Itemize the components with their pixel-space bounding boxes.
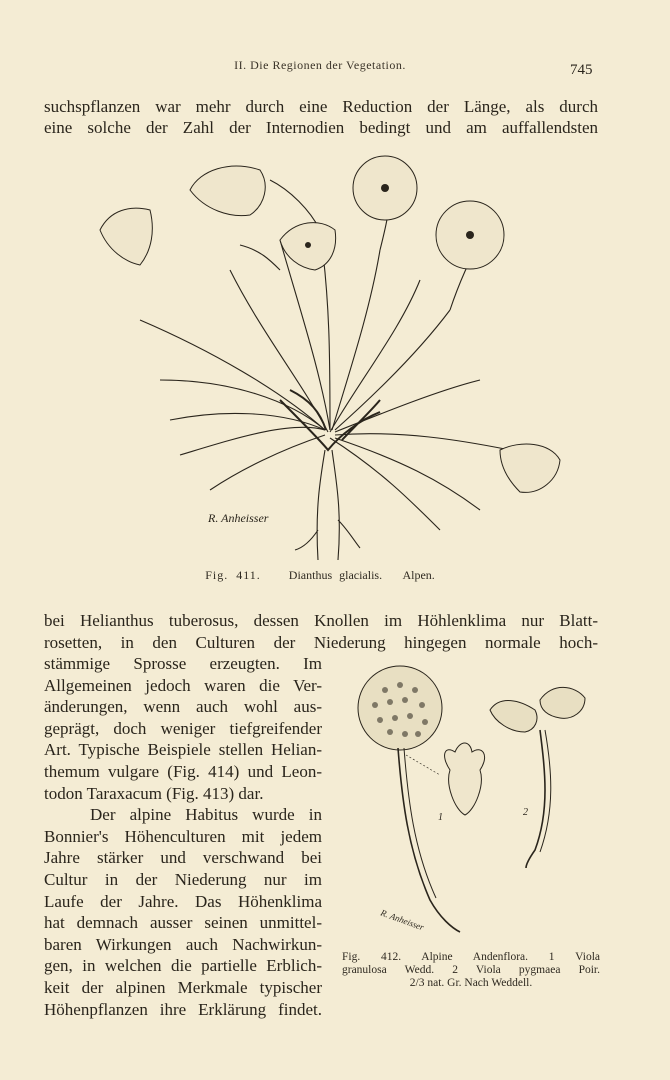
leaf bbox=[180, 427, 325, 455]
dianthus-glacialis-illustration bbox=[80, 150, 580, 570]
text-line: themum vulgare (Fig. 414) und Leon- bbox=[44, 761, 322, 781]
left-column-text bbox=[44, 653, 322, 1020]
root-stem bbox=[295, 450, 360, 560]
leaf bbox=[280, 240, 330, 430]
flower-head bbox=[500, 444, 560, 492]
alpine-andenflora-illustration bbox=[340, 660, 600, 940]
text-line: eine solche der Zahl der Internodien bedingt und am auffallendsten bbox=[44, 118, 598, 137]
figure-label-2: 2 bbox=[523, 807, 528, 818]
caption-line: 2/3 nat. Gr. Nach Weddell. bbox=[409, 977, 533, 989]
text-line: keit der alpinen Merkmale typischer bbox=[44, 977, 322, 997]
text-line: geprägt, doch weniger tiefgreifender bbox=[44, 718, 322, 738]
figure-412-caption bbox=[342, 951, 600, 990]
leaf-tuft bbox=[490, 701, 537, 732]
flower-head bbox=[100, 208, 152, 265]
top-paragraph bbox=[44, 96, 598, 138]
text-line: bei Helianthus tuberosus, dessen Knollen im Höhlenklima nur Blatt- bbox=[44, 611, 598, 630]
text-line: hat demnach ausser seinen unmittel- bbox=[44, 913, 322, 933]
text-line: baren Wirkungen auch Nachwirkun- bbox=[44, 934, 322, 954]
middle-paragraph bbox=[44, 610, 598, 653]
text-line: Art. Typische Beispiele stellen Helian- bbox=[44, 740, 322, 760]
caption-line: Fig. 412. Alpine Andenflora. 1 Viola bbox=[342, 951, 600, 963]
figure-411-caption bbox=[0, 568, 640, 583]
text-line: gen, in welchen die partielle Erblich- bbox=[44, 956, 322, 976]
running-head: II. Die Regionen der Vegetation. bbox=[234, 58, 406, 72]
leaf bbox=[160, 380, 325, 430]
text-line: todon Taraxacum (Fig. 413) dar. bbox=[44, 783, 264, 803]
text-line: Bonnier's Höhenculturen mit jedem bbox=[44, 826, 322, 846]
leaf bbox=[330, 438, 440, 530]
flower-rosette bbox=[358, 666, 442, 750]
page-number: 745 bbox=[570, 62, 593, 78]
text-line: stämmige Sprosse erzeugten. Im bbox=[44, 654, 322, 673]
flower-stalk bbox=[240, 245, 280, 270]
leaf bbox=[210, 435, 325, 490]
caption-place: Alpen. bbox=[402, 568, 435, 582]
artist-signature: R. Anheisser bbox=[208, 511, 269, 525]
leaf bbox=[332, 250, 380, 430]
caption-title: Dianthus glacialis. bbox=[288, 568, 383, 582]
leaf bbox=[330, 280, 420, 432]
leaf bbox=[335, 438, 480, 510]
text-line: Der alpine Habitus wurde in bbox=[90, 805, 322, 825]
text-line: Laufe der Jahre. Das Höhenklima bbox=[44, 891, 322, 911]
text-line: Allgemeinen jedoch waren die Ver- bbox=[44, 675, 322, 695]
leaf-tuft bbox=[540, 687, 585, 718]
leaf bbox=[230, 270, 328, 432]
artist-signature: R. Anheisser bbox=[379, 907, 426, 933]
leaf bbox=[335, 310, 450, 430]
text-line: Cultur in der Niederung nur im bbox=[44, 869, 322, 889]
text-line: Jahre stärker und verschwand bei bbox=[44, 848, 322, 868]
text-line: Höhenpflanzen ihre Erklärung findet. bbox=[44, 999, 322, 1019]
viola-flower bbox=[445, 743, 485, 815]
text-line: rosetten, in den Culturen der Niederung hingegen normale hoch- bbox=[44, 632, 598, 652]
plant-stem bbox=[526, 730, 545, 868]
figure-label-1: 1 bbox=[438, 812, 443, 823]
flower-head bbox=[190, 166, 265, 216]
caption-number: Fig. 411. bbox=[205, 568, 261, 582]
caption-line: granulosa Wedd. 2 Viola pygmaea Poir. bbox=[342, 964, 600, 976]
text-line: suchspflanzen war mehr durch eine Reduction der Länge, als durch bbox=[44, 97, 598, 116]
text-line: änderungen, wenn auch wohl aus- bbox=[44, 697, 322, 717]
